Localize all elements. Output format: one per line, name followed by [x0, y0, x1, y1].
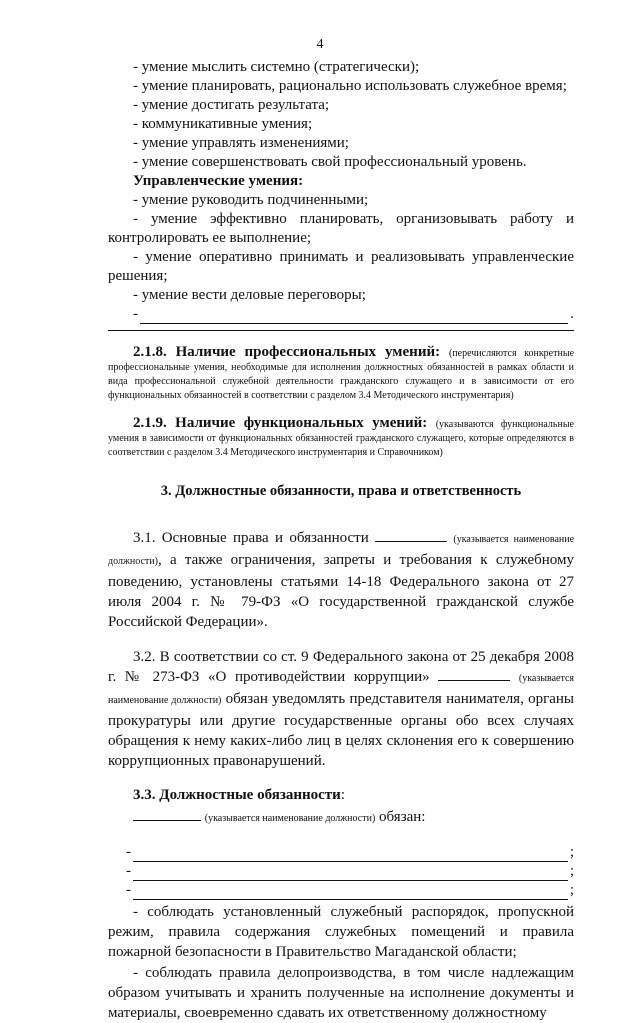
position-blank [133, 820, 201, 821]
skill-item: - умение совершенствовать свой профессиональный уровень. [133, 154, 527, 170]
managerial-skills-heading: Управленческие умения: [133, 173, 304, 189]
page-number: 4 [316, 37, 324, 52]
fill-in-dash: - [133, 306, 138, 322]
fill-in-end: ; [569, 882, 574, 898]
fill-in-dash: - [126, 882, 131, 898]
section-2-1-9-note-rest: умения в зависимости от функциональных обязанностей гражданского служащего, которые определяются в соответствии с разделом 3.4 Методического инструментария и Справочником) [108, 433, 574, 458]
fill-in-line [108, 305, 574, 324]
position-blank [438, 680, 510, 681]
fill-in-end: ; [569, 844, 574, 860]
paragraph-3-1-rest: , а также ограничения, запреты и требования к служебному поведению, установлены статьями 14-18 Федерального закона от 27 июля 2004 г. № 79-ФЗ «О государственной гражданской службе Российской Федерации». [108, 552, 574, 630]
section-2-1-9-note: (указываются функциональные [435, 419, 574, 430]
section-2-1-8-note: (перечисляются конкретные [448, 348, 575, 359]
fill-in-end: . [570, 306, 574, 322]
fill-in-rule [140, 309, 568, 324]
skill-item: - умение мыслить системно (стратегически); [133, 59, 420, 75]
managerial-skill-item-continuation: контролировать ее выполнение; [108, 230, 312, 246]
duties-intro [108, 808, 574, 828]
paragraph-3-2 [108, 647, 574, 771]
managerial-skill-item: - умение эффективно планировать, организовывать работу и [133, 211, 574, 227]
section-2-1-8 [108, 346, 574, 402]
paragraph-3-3-title: 3.3. Должностные обязанности [133, 787, 341, 803]
paragraph-3-2-note: (указывается наименование должности) [108, 673, 575, 706]
skill-item: - умение планировать, рационально использовать служебное время; [133, 78, 567, 94]
duty-item: - соблюдать установленный служебный распорядок, пропускной режим, правила содержания служебных помещений и правила пожарной безопасности в Правительство Магаданской области; [108, 904, 574, 960]
separator-line [108, 330, 574, 331]
section-2-1-9-title: 2.1.9. Наличие функциональных умений: [133, 415, 428, 431]
duties-intro-obliged: обязан: [379, 809, 426, 825]
fill-in-rule [133, 847, 568, 862]
section-2-1-8-title: 2.1.8. Наличие профессиональных умений: [133, 344, 441, 360]
fill-in-line [108, 843, 574, 862]
document-body [108, 58, 574, 1023]
section-2-1-9 [108, 417, 574, 459]
skill-item: - умение достигать результата; [133, 97, 330, 113]
fill-in-rule [133, 866, 568, 881]
skill-item: - коммуникативные умения; [133, 116, 313, 132]
managerial-skill-item: - умение оперативно принимать и реализовывать управленческие [133, 249, 574, 265]
skill-item: - умение управлять изменениями; [133, 135, 349, 151]
managerial-skill-item: - умение руководить подчиненными; [133, 192, 369, 208]
fill-in-end: ; [569, 863, 574, 879]
paragraph-3-2-start: 3.2. В соответствии со ст. 9 Федерального закона от 25 декабря 2008 г. № 273-ФЗ «О противодействии коррупции» [108, 649, 574, 685]
section-2-1-8-note-rest: профессиональные умения, необходимые для исполнения должностных обязанностей в рамках области и вида профессиональной служебной деятельности гражданского служащего и в зависимости от его функциональных обязанностей в соответствии с разделом 3.4 Методического инструментария) [108, 362, 574, 401]
paragraph-3-3-heading [108, 786, 574, 805]
section-3-heading: 3. Должностные обязанности, права и ответственность [160, 483, 522, 499]
paragraph-3-1-note: (указывается наименование должности) [108, 534, 575, 567]
managerial-skill-item-continuation: решения; [108, 268, 168, 284]
position-blank [375, 541, 447, 542]
fill-in-line [108, 862, 574, 881]
fill-in-rule [133, 885, 568, 900]
paragraph-3-3-colon: : [340, 787, 345, 803]
paragraph-3-1 [108, 528, 574, 632]
duty-item: - соблюдать правила делопроизводства, в том числе надлежащим образом учитывать и хранить полученные на исполнение документы и материалы, своевременно сдавать их ответственному должностному [108, 965, 574, 1021]
fill-in-dash: - [126, 844, 131, 860]
paragraph-3-2-rest: обязан уведомлять представителя нанимателя, органы прокуратуры или другие государственные органы обо всех случаях обращения к нему каких-либо лиц в целях склонения его к совершению коррупционных правонарушений. [108, 691, 574, 769]
paragraph-3-1-start: 3.1. Основные права и обязанности [133, 530, 369, 546]
fill-in-line [108, 881, 574, 900]
duties-intro-note: (указывается наименование должности) [204, 813, 376, 824]
managerial-skill-item: - умение вести деловые переговоры; [133, 287, 366, 303]
fill-in-dash: - [126, 863, 131, 879]
